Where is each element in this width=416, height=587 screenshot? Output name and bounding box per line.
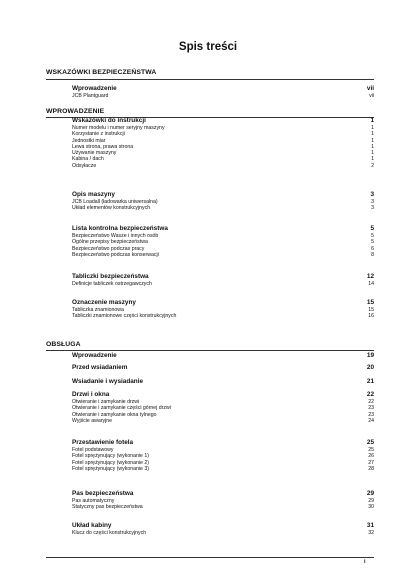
toc-item[interactable]: Ogólne przepisy bezpieczeństwa 5 (72, 239, 374, 246)
toc-group (72, 225, 374, 258)
toc-item[interactable]: Kabina / dach 1 (72, 156, 374, 163)
section-title-introduction: WPROWADZENIE (46, 108, 105, 115)
toc-item[interactable]: JCB Plantguard vii (72, 93, 374, 99)
toc-heading[interactable]: Oznaczenie maszyny 15 (72, 299, 374, 306)
toc-heading[interactable]: Lista kontrolna bezpieczeństwa 5 (72, 225, 374, 232)
section-title-safety: WSKAZÓWKI BEZPIECZEŃSTWA (46, 69, 157, 76)
section-title-operation: OBSŁUGA (46, 341, 81, 348)
toc-item[interactable]: Bezpieczeństwo podczas pracy 6 (72, 245, 374, 252)
toc-heading[interactable]: Wprowadzenie 19 (72, 352, 374, 359)
toc-group (72, 299, 374, 320)
toc-item[interactable]: Statyczny pas bezpieczeństwa 30 (72, 504, 374, 511)
toc-item[interactable]: Wyjście awaryjne 24 (72, 417, 374, 424)
toc-item[interactable]: Klucz do części konstrukcyjnych 32 (72, 530, 374, 536)
toc-group (72, 351, 374, 360)
toc-group (72, 522, 374, 536)
toc-group (72, 85, 374, 99)
toc-item[interactable]: Otwieranie i zamykanie drzwi 22 (72, 399, 374, 405)
toc-group (72, 117, 374, 169)
toc-item[interactable]: Otwieranie i zamykanie okna tylnego 23 (72, 411, 374, 418)
toc-item[interactable]: Fotel sprężynujący (wykonanie 3) 28 (72, 465, 374, 472)
page-number: i (364, 559, 366, 565)
page-title: Spis treści (178, 41, 238, 53)
toc-item[interactable]: Fotel sprężynujący (wykonanie 1) 26 (72, 453, 374, 460)
toc-item[interactable]: Otwieranie i zamykanie części górnej drzwi 23 (72, 405, 374, 412)
toc-heading[interactable]: Wsiadanie i wysiadanie 21 (72, 378, 374, 385)
toc-heading[interactable]: Pas bezpieczeństwa 29 (72, 490, 374, 497)
toc-heading[interactable]: Drzwi i okna 22 (72, 391, 374, 398)
toc-heading[interactable]: Przed wsiadaniem 20 (72, 364, 374, 371)
toc-item[interactable]: Bezpieczeństwo Wasze i innych osób 5 (72, 233, 374, 239)
toc-heading[interactable]: Układ kabiny 31 (72, 522, 374, 529)
toc-group (72, 377, 374, 386)
toc-heading[interactable]: Przestawienie fotela 25 (72, 439, 374, 446)
toc-item[interactable]: Odsyłacze 2 (72, 162, 374, 169)
footer-divider (46, 557, 374, 558)
toc-group (72, 363, 374, 372)
toc-item[interactable]: JCB Loadall (ładowarka uniwersalna) 3 (72, 199, 374, 205)
toc-item[interactable]: Korzystanie z instrukcji 1 (72, 131, 374, 138)
toc-group (72, 391, 374, 424)
toc-group (72, 439, 374, 472)
toc-item[interactable]: Jednostki miar 1 (72, 137, 374, 144)
toc-item[interactable]: Pas automatyczny 29 (72, 498, 374, 504)
toc-item[interactable]: Definicje tabliczek ostrzegawczych 14 (72, 281, 374, 287)
toc-item[interactable]: Tabliczka znamionowa 15 (72, 307, 374, 313)
toc-item[interactable]: Używanie maszyny 1 (72, 150, 374, 157)
toc-heading[interactable]: Opis maszyny 3 (72, 191, 374, 198)
section-divider (46, 79, 374, 80)
toc-item[interactable]: Fotel podstawowy 25 (72, 447, 374, 453)
toc-item[interactable]: Układ elementów konstrukcyjnych 3 (72, 205, 374, 212)
toc-heading[interactable]: Tabliczki bezpieczeństwa 12 (72, 273, 374, 280)
toc-item[interactable]: Fotel sprężynujący (wykonanie 2) 27 (72, 459, 374, 466)
toc-item[interactable]: Numer modelu i numer seryjny maszyny 1 (72, 125, 374, 131)
toc-group (72, 191, 374, 212)
toc-item[interactable]: Tabliczki znamionowe części konstrukcyjnych 16 (72, 313, 374, 320)
toc-heading[interactable]: Wprowadzenie vii (72, 85, 374, 92)
toc-group (72, 490, 374, 511)
toc-heading[interactable]: Wskazówki do instrukcji 1 (72, 117, 374, 124)
toc-item[interactable]: Lewa strona, prawa strona 1 (72, 143, 374, 150)
toc-item[interactable]: Bezpieczeństwo podczas konserwacji 8 (72, 251, 374, 258)
toc-group (72, 273, 374, 287)
